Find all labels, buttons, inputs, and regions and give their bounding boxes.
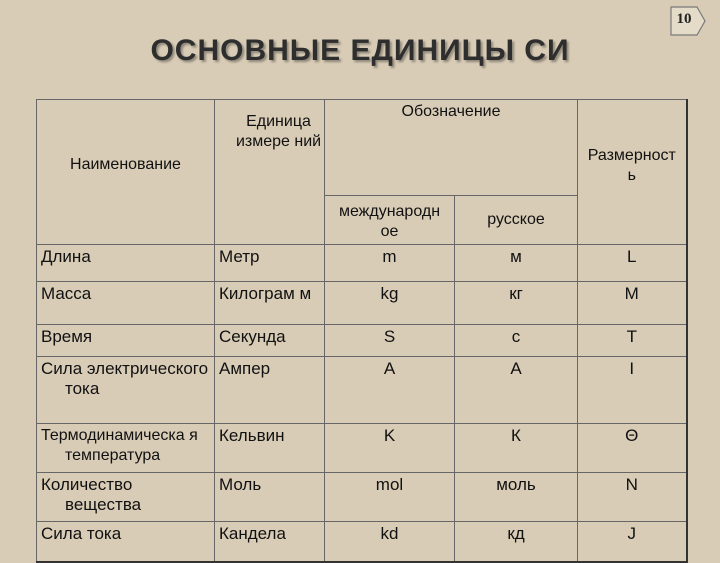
cell-russian: кд [455,522,578,563]
cell-international: mol [325,473,455,522]
cell-russian: моль [455,473,578,522]
header-designation: Обозначение [325,100,578,196]
cell-international: kd [325,522,455,563]
slide-number: 10 [676,11,692,27]
cell-dimension: J [578,522,687,563]
cell-name: Количество вещества [37,473,215,522]
cell-international: kg [325,282,455,325]
table-row [37,424,687,473]
cell-name: Время [37,325,215,357]
cell-unit: Моль [215,473,325,522]
header-russian: русское [455,196,578,245]
cell-name: Длина [37,245,215,282]
cell-dimension: T [578,325,687,357]
page-title: ОСНОВНЫЕ ЕДИНИЦЫ СИ [150,34,570,67]
table-row [37,245,687,282]
cell-unit: Секунда [215,325,325,357]
cell-name: Сила тока [37,522,215,563]
cell-unit: Кельвин [215,424,325,473]
cell-international: S [325,325,455,357]
slide-number-badge [670,6,706,36]
cell-dimension: I [578,357,687,424]
cell-russian: с [455,325,578,357]
header-dimension: Размерност ь [578,100,687,245]
cell-dimension: Θ [578,424,687,473]
cell-russian: А [455,357,578,424]
header-international: международн ое [325,196,455,245]
cell-unit: Ампер [215,357,325,424]
cell-russian: м [455,245,578,282]
cell-international: A [325,357,455,424]
table-row [37,282,687,325]
cell-international: K [325,424,455,473]
table-row [37,325,687,357]
cell-unit: Кандела [215,522,325,563]
cell-dimension: M [578,282,687,325]
cell-name: Термодинамическа я температура [37,424,215,473]
cell-dimension: L [578,245,687,282]
cell-russian: кг [455,282,578,325]
cell-name: Сила электрического тока [37,357,215,424]
table-row [37,473,687,522]
cell-international: m [325,245,455,282]
table-row [37,357,687,424]
header-name: Наименование [37,100,215,245]
si-units-table [36,99,688,563]
cell-unit: Метр [215,245,325,282]
cell-dimension: N [578,473,687,522]
cell-russian: К [455,424,578,473]
table-row [37,522,687,563]
cell-unit: Килограм м [215,282,325,325]
cell-name: Масса [37,282,215,325]
header-unit: Единица измере ний [215,100,325,245]
